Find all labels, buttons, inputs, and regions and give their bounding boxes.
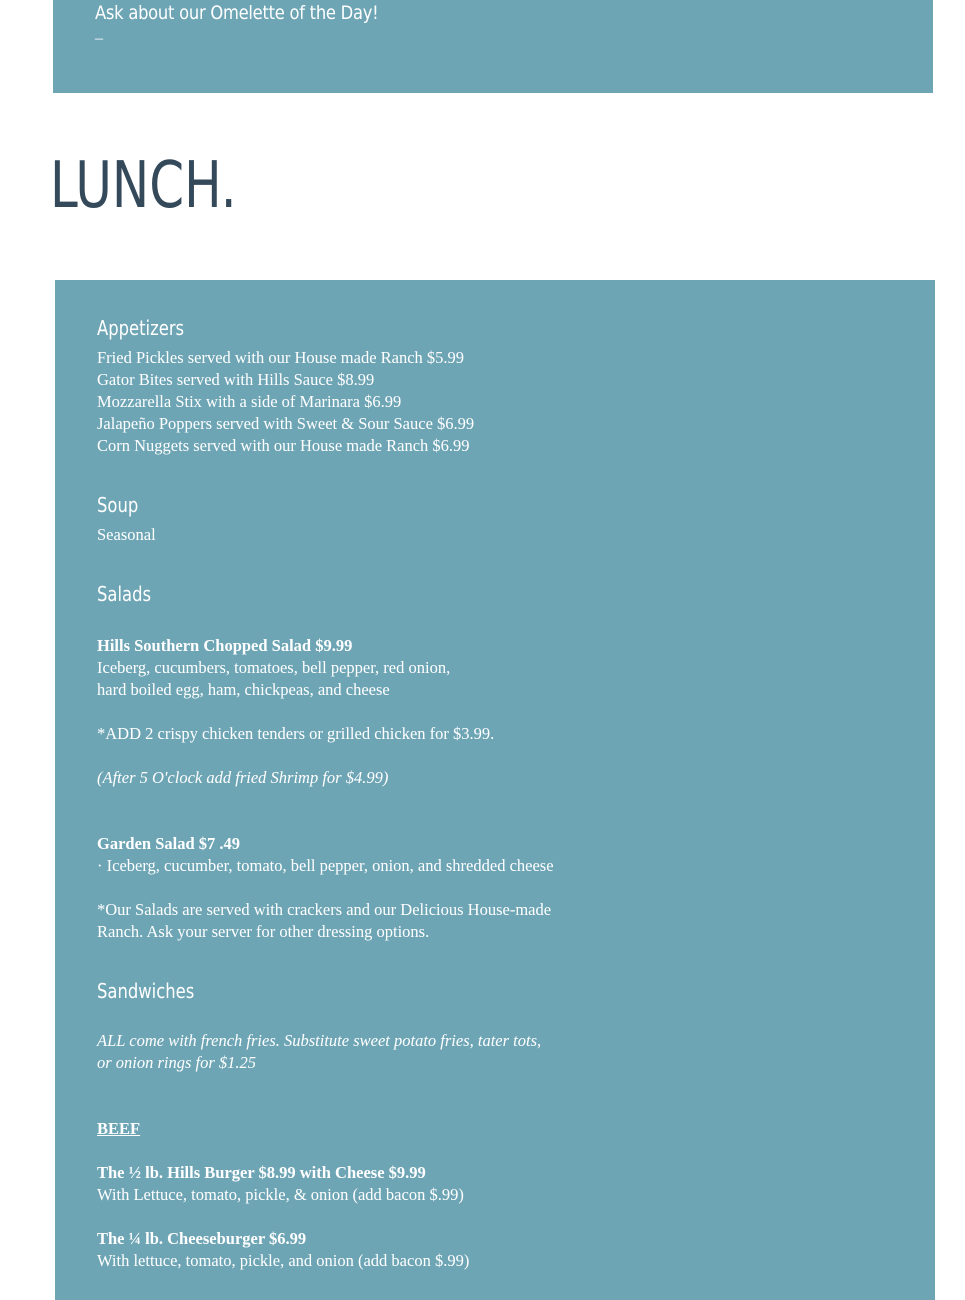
sandwiches-note: ALL come with french fries. Substitute sweet potato fries, tater tots, <box>97 1031 542 1050</box>
sandwiches-heading: Sandwiches <box>97 979 195 1003</box>
chopped-salad-shrimp-note: (After 5 O'clock add fried Shrimp for $4.99) <box>97 768 389 787</box>
soup-heading: Soup <box>97 493 139 517</box>
salads-note: *Our Salads are served with crackers and our Delicious House-made <box>97 900 552 919</box>
garden-salad-title: Garden Salad $7 .49 <box>97 834 241 853</box>
lunch-heading: LUNCH. <box>50 149 237 223</box>
banner-dash: – <box>95 30 103 47</box>
top-banner <box>53 0 933 93</box>
lunch-menu-panel <box>55 280 935 1300</box>
chopped-salad-desc: Iceberg, cucumbers, tomatoes, bell pepper, red onion, <box>97 658 451 677</box>
appetizer-item: Fried Pickles served with our House made Ranch $5.99 <box>97 348 465 367</box>
chopped-salad-title: Hills Southern Chopped Salad $9.99 <box>97 636 353 655</box>
chopped-salad-desc: hard boiled egg, ham, chickpeas, and cheese <box>97 680 390 699</box>
appetizer-item: Gator Bites served with Hills Sauce $8.99 <box>97 370 375 389</box>
salads-heading: Salads <box>97 582 152 606</box>
salads-note: Ranch. Ask your server for other dressing options. <box>97 922 430 941</box>
appetizer-item: Jalapeño Poppers served with Sweet & Sour Sauce $6.99 <box>97 414 475 433</box>
hills-burger-title: The ½ lb. Hills Burger $8.99 with Cheese $9.99 <box>97 1163 426 1182</box>
sandwiches-note: or onion rings for $1.25 <box>97 1053 257 1072</box>
appetizer-item: Corn Nuggets served with our House made Ranch $6.99 <box>97 436 470 455</box>
garden-salad-desc: · Iceberg, cucumber, tomato, bell pepper, onion, and shredded cheese <box>97 856 554 875</box>
cheeseburger-title: The ¼ lb. Cheeseburger $6.99 <box>97 1229 307 1248</box>
appetizer-item: Mozzarella Stix with a side of Marinara $6.99 <box>97 392 402 411</box>
omelette-of-the-day-text: Ask about our Omelette of the Day! <box>95 2 379 24</box>
cheeseburger-desc: With lettuce, tomato, pickle, and onion (add bacon $.99) <box>97 1251 470 1270</box>
hills-burger-desc: With Lettuce, tomato, pickle, & onion (add bacon $.99) <box>97 1185 464 1204</box>
beef-label: BEEF <box>97 1119 141 1138</box>
chopped-salad-add-on: *ADD 2 crispy chicken tenders or grilled chicken for $3.99. <box>97 724 495 743</box>
appetizers-heading: Appetizers <box>97 316 185 340</box>
soup-text: Seasonal <box>97 525 156 544</box>
